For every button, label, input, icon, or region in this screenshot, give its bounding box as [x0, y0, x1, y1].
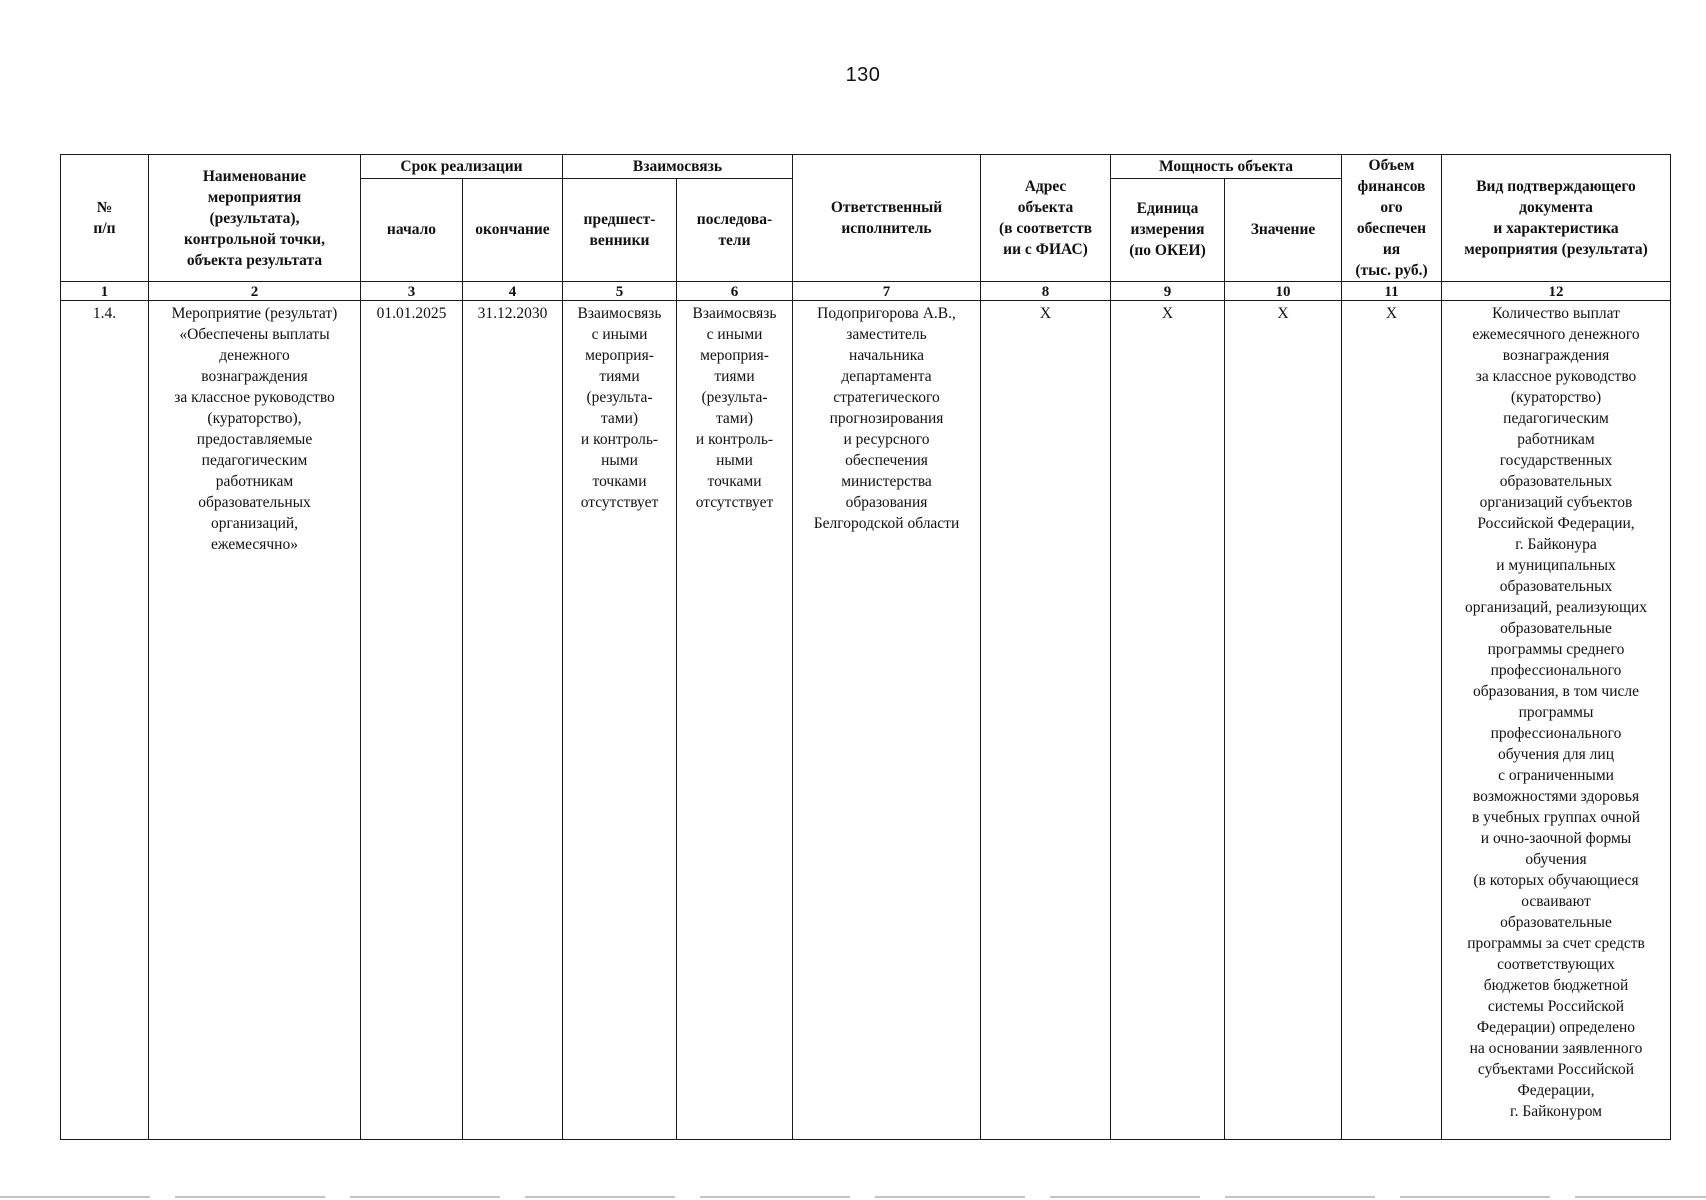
activity-table	[60, 154, 1671, 1140]
column-number: 12	[1442, 282, 1671, 301]
page-number: 130	[845, 64, 881, 86]
column-number: 8	[981, 282, 1111, 301]
header-link-pred: предшест- венники	[563, 178, 677, 281]
header-term-end: окончание	[463, 178, 563, 281]
header-capacity-group: Мощность объекта	[1111, 155, 1342, 179]
column-number: 5	[563, 282, 677, 301]
header-capacity-value: Значение	[1225, 178, 1342, 281]
column-number: 10	[1225, 282, 1342, 301]
header-responsible: Ответственный исполнитель	[793, 155, 981, 282]
row-num: 1.4.	[61, 301, 149, 1140]
header-finance: Объем финансов ого обеспечен ия (тыс. руб.)	[1342, 155, 1442, 282]
row-start-date: 01.01.2025	[361, 301, 463, 1140]
table-row	[61, 301, 1671, 1140]
row-finance: X	[1342, 301, 1442, 1140]
column-number: 7	[793, 282, 981, 301]
column-number: 4	[463, 282, 563, 301]
row-unit: X	[1111, 301, 1225, 1140]
header-capacity-unit: Единица измерения (по ОКЕИ)	[1111, 178, 1225, 281]
scan-edge-line	[0, 1196, 1706, 1198]
column-number: 9	[1111, 282, 1225, 301]
column-number: 6	[677, 282, 793, 301]
row-doc-description: Количество выплат ежемесячного денежного вознаграждения за классное руководство (кураторство) педагогическим работникам государственных образовательных организаций субъектов Российской Федерации, г. Байконура и муниципальных образовательных организаций, реализующих образовательные программы среднего профессионального образования, в том числе программы профессионального обучения для лиц с ограниченными возможностями здоровья в учебных группах очной и очно-заочной формы обучения (в которых обучающиеся осваивают образовательные программы за счет средств соответствующих бюджетов бюджетной системы Российской Федерации) определено на основании заявленного субъектами Российской Федерации, г. Байконуром	[1442, 301, 1671, 1140]
header-address: Адрес объекта (в соответств ии с ФИАС)	[981, 155, 1111, 282]
column-number: 1	[61, 282, 149, 301]
column-number: 2	[149, 282, 361, 301]
column-number: 3	[361, 282, 463, 301]
header-doc-type: Вид подтверждающего документа и характеристика мероприятия (результата)	[1442, 155, 1671, 282]
header-link-group: Взаимосвязь	[563, 155, 793, 179]
row-responsible: Подопригорова А.В., заместитель начальника департамента стратегического прогнозирования и ресурсного обеспечения министерства образования Белгородской области	[793, 301, 981, 1140]
header-name: Наименование мероприятия (результата), контрольной точки, объекта результата	[149, 155, 361, 282]
row-end-date: 31.12.2030	[463, 301, 563, 1140]
header-num: № п/п	[61, 155, 149, 282]
row-value: X	[1225, 301, 1342, 1140]
row-predecessors: Взаимосвязь с иными мероприя- тиями (результа- тами) и контроль- ными точками отсутствует	[563, 301, 677, 1140]
row-name: Мероприятие (результат) «Обеспечены выплаты денежного вознаграждения за классное руководство (кураторство), предоставляемые педагогическим работникам образовательных организаций, ежемесячно»	[149, 301, 361, 1140]
column-number-row	[61, 282, 1671, 301]
header-term-group: Срок реализации	[361, 155, 563, 179]
header-link-next: последова- тели	[677, 178, 793, 281]
row-address: X	[981, 301, 1111, 1140]
row-successors: Взаимосвязь с иными мероприя- тиями (результа- тами) и контроль- ными точками отсутствует	[677, 301, 793, 1140]
column-number: 11	[1342, 282, 1442, 301]
header-term-start: начало	[361, 178, 463, 281]
